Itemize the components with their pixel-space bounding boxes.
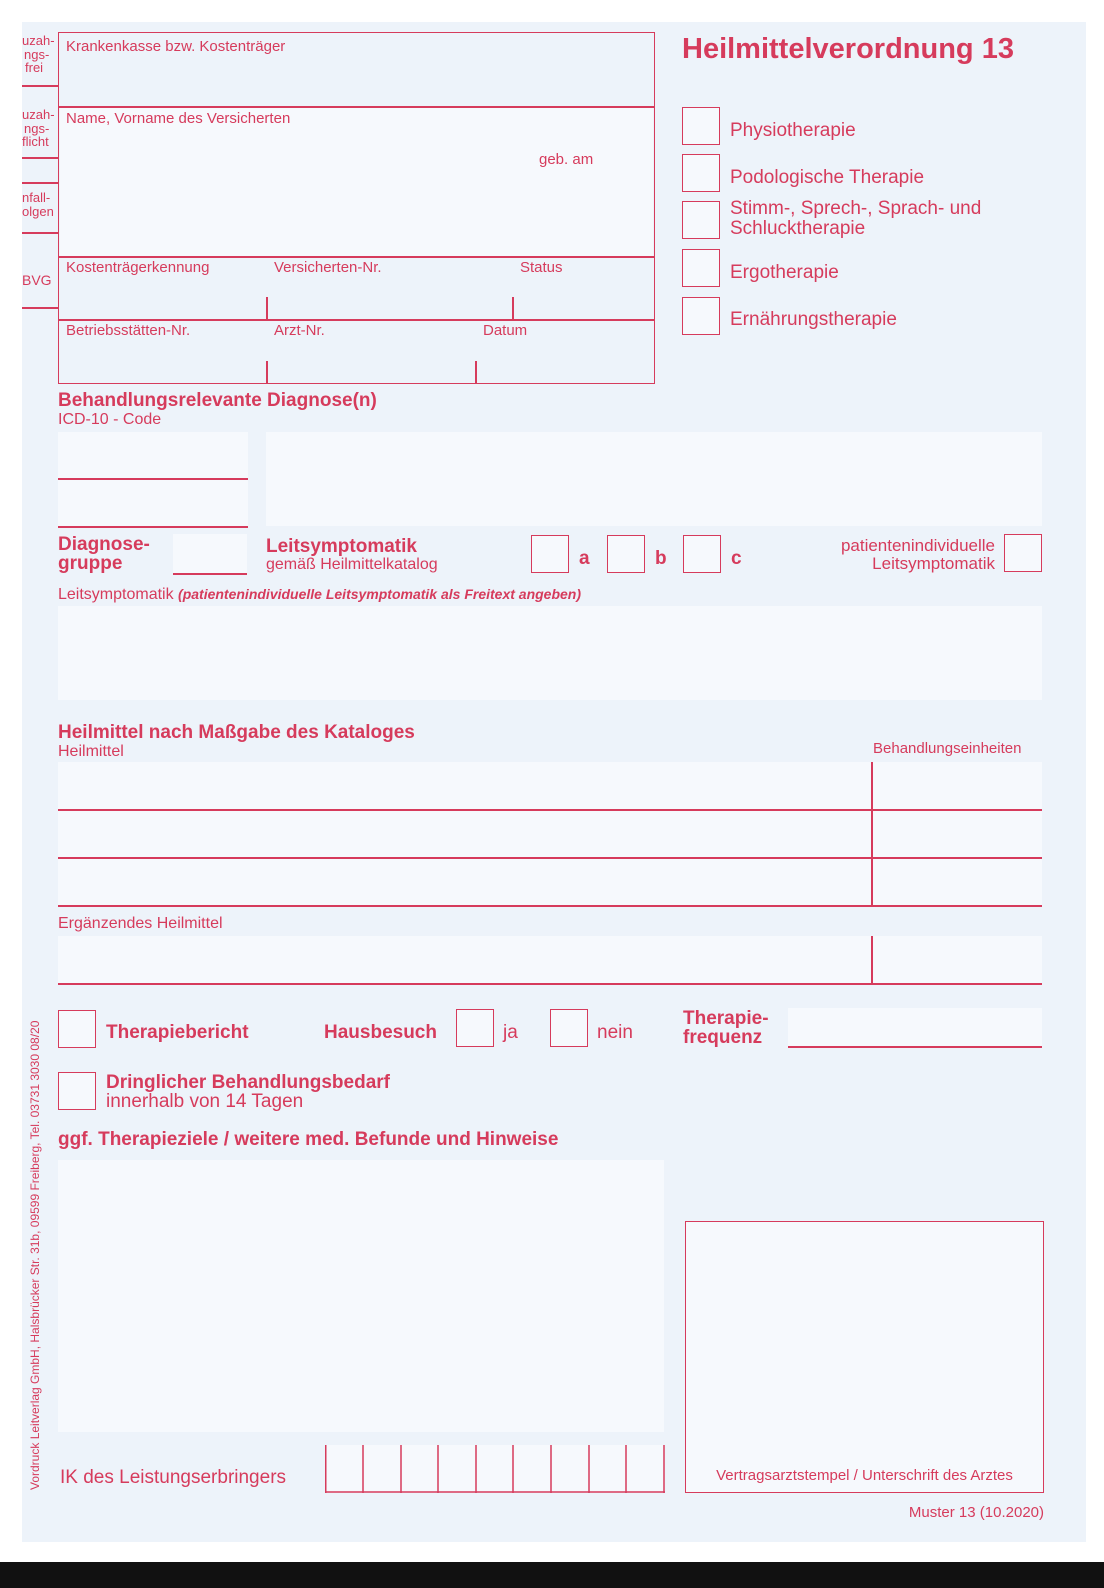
label-krankenkasse: Krankenkasse bzw. Kostenträger [66, 38, 286, 55]
heilmittel-field-1[interactable] [58, 762, 871, 809]
label-physiotherapie: Physiotherapie [730, 120, 856, 141]
diagnose-text-field[interactable] [266, 432, 1042, 526]
strip-divider [22, 85, 58, 87]
icd-field-2[interactable] [58, 480, 248, 526]
tick [266, 361, 268, 383]
label-podologische-therapie: Podologische Therapie [730, 167, 925, 188]
label-leitsymptomatik: Leitsymptomatik [266, 536, 417, 557]
label-ergotherapie: Ergotherapie [730, 262, 839, 283]
label-b: b [655, 548, 667, 569]
form-title: Heilmittelverordnung 13 [682, 33, 1014, 65]
label-therapiebericht: Therapiebericht [106, 1022, 249, 1043]
label-dringlich [106, 1073, 390, 1111]
label-status: Status [520, 259, 563, 276]
checkbox-leitsymptomatik-b[interactable] [607, 535, 645, 573]
row-divider [58, 319, 655, 321]
ik-digit-boxes[interactable] [325, 1445, 665, 1493]
label-name: Name, Vorname des Versicherten [66, 110, 291, 127]
heilmittel-col-line [871, 762, 873, 906]
label-therapiefrequenz [683, 1010, 769, 1047]
label-c: c [731, 548, 742, 569]
icd-field-1[interactable] [58, 432, 248, 478]
checkbox-stimm-sprech-therapie[interactable] [682, 201, 720, 239]
strip-divider [22, 157, 58, 159]
strip-text: uzah- [22, 33, 55, 48]
strip-text: flicht [22, 134, 49, 150]
label-line: frequenz [683, 1026, 763, 1048]
label-arztstempel: Vertragsarztstempel / Unterschrift des Arztes [716, 1467, 1013, 1484]
label-line: Schlucktherapie [730, 217, 866, 239]
label-betriebsstaetten-nr: Betriebsstätten-Nr. [66, 322, 191, 339]
arztstempel-box[interactable] [685, 1221, 1044, 1493]
checkbox-dringlich[interactable] [58, 1072, 96, 1110]
label-line: Stimm-, Sprech-, Sprach- und [730, 198, 982, 219]
label-nein: nein [597, 1022, 633, 1043]
label-versicherten-nr: Versicherten-Nr. [274, 259, 382, 276]
label-icd10: ICD-10 - Code [58, 411, 162, 428]
label-line: innerhalb von 14 Tagen [106, 1091, 304, 1112]
strip-text: ngs- [24, 120, 50, 136]
strip-unfallfolgen [22, 191, 54, 218]
checkbox-hausbesuch-ja[interactable] [456, 1009, 494, 1047]
label-line: gruppe [58, 552, 123, 574]
label-line: Leitsymptomatik [872, 553, 995, 573]
label-hausbesuch: Hausbesuch [324, 1022, 437, 1043]
label-line: Diagnose- [58, 534, 150, 555]
label-freitext [58, 586, 581, 604]
row-divider [58, 256, 655, 258]
diagnose-heading: Behandlungsrelevante Diagnose(n) [58, 390, 377, 411]
freitext-label: Leitsymptomatik [58, 586, 174, 603]
icd-underline [58, 526, 248, 528]
strip-text: nfall- [22, 190, 51, 205]
therapiefrequenz-underline [788, 1046, 1042, 1048]
therapieziele-field[interactable] [58, 1160, 664, 1432]
label-a: a [579, 548, 590, 569]
heilmittel-heading: Heilmittel nach Maßgabe des Kataloges [58, 722, 415, 743]
checkbox-leitsymptomatik-a[interactable] [531, 535, 569, 573]
label-kostentraegerkennung: Kostenträgerkennung [66, 259, 210, 276]
strip-text: olgen [22, 203, 54, 219]
printer-imprint: Vordruck Leitverlag GmbH, Halsbrücker Str. 31b, 09599 Freiberg, Tel. 03731 3030 08/20 [28, 1020, 42, 1490]
tick [266, 297, 268, 319]
diagnosegruppe-underline [173, 573, 247, 575]
label-line: Therapie- [683, 1008, 769, 1029]
checkbox-patientenindividuell[interactable] [1004, 534, 1042, 572]
strip-text: ngs- [24, 46, 50, 62]
checkbox-physiotherapie[interactable] [682, 107, 720, 145]
strip-divider [22, 232, 58, 234]
name-field-area[interactable] [60, 108, 653, 256]
label-stimm-sprech-therapie [730, 199, 981, 239]
label-ernaehrungstherapie: Ernährungstherapie [730, 309, 897, 330]
label-ik: IK des Leistungserbringers [60, 1467, 287, 1488]
label-geb-am: geb. am [539, 151, 594, 168]
bottom-edge [0, 1562, 1104, 1588]
checkbox-podologische-therapie[interactable] [682, 154, 720, 192]
heilmittel-row-line [58, 857, 1042, 859]
label-ja: ja [503, 1022, 518, 1043]
ergaenzend-col-line [871, 936, 873, 984]
label-gemaess-katalog: gemäß Heilmittelkatalog [266, 556, 438, 573]
label-ergaenzendes-heilmittel: Ergänzendes Heilmittel [58, 915, 223, 932]
heilmittel-field-3[interactable] [58, 859, 871, 905]
label-diagnosegruppe [58, 536, 150, 573]
ik-grid [325, 1445, 665, 1493]
label-line: Dringlicher Behandlungsbedarf [106, 1072, 390, 1093]
label-line: patientenindividuelle [840, 536, 995, 555]
strip-text: uzah- [22, 107, 55, 122]
strip-zuzahlungsfrei [22, 34, 55, 75]
ergaenzendes-heilmittel-field[interactable] [58, 936, 871, 983]
leitsymptomatik-freitext-field[interactable] [58, 606, 1042, 700]
heilmittel-row-line [58, 905, 1042, 907]
freitext-hint: (patientenindividuelle Leitsymptomatik als Freitext angeben) [178, 586, 582, 602]
checkbox-hausbesuch-nein[interactable] [550, 1009, 588, 1047]
row-divider [58, 106, 655, 108]
label-patientenindividuell [795, 537, 995, 573]
tick [475, 361, 477, 383]
heilmittel-field-2[interactable] [58, 811, 871, 857]
diagnosegruppe-field[interactable] [173, 534, 247, 574]
therapieziele-heading: ggf. Therapieziele / weitere med. Befunde und Hinweise [58, 1129, 559, 1150]
tick [512, 297, 514, 319]
ergaenzendes-einheiten-field[interactable] [873, 936, 1042, 983]
checkbox-leitsymptomatik-c[interactable] [683, 535, 721, 573]
ergaenzend-underline [58, 983, 1042, 985]
heilmittel-row-line [58, 809, 1042, 811]
checkbox-ergotherapie[interactable] [682, 249, 720, 287]
strip-zuzahlungspflicht [22, 108, 55, 149]
label-heilmittel: Heilmittel [58, 743, 124, 760]
strip-bvg: BVG [22, 272, 52, 288]
strip-divider [22, 307, 58, 309]
checkbox-therapiebericht[interactable] [58, 1010, 96, 1048]
label-datum: Datum [483, 322, 528, 339]
checkbox-ernaehrungstherapie[interactable] [682, 297, 720, 335]
label-behandlungseinheiten: Behandlungseinheiten [873, 740, 1022, 757]
strip-divider [22, 182, 58, 184]
muster-label: Muster 13 (10.2020) [908, 1504, 1044, 1521]
therapiefrequenz-field[interactable] [788, 1008, 1042, 1046]
label-arzt-nr: Arzt-Nr. [274, 322, 325, 339]
strip-text: frei [25, 60, 44, 76]
